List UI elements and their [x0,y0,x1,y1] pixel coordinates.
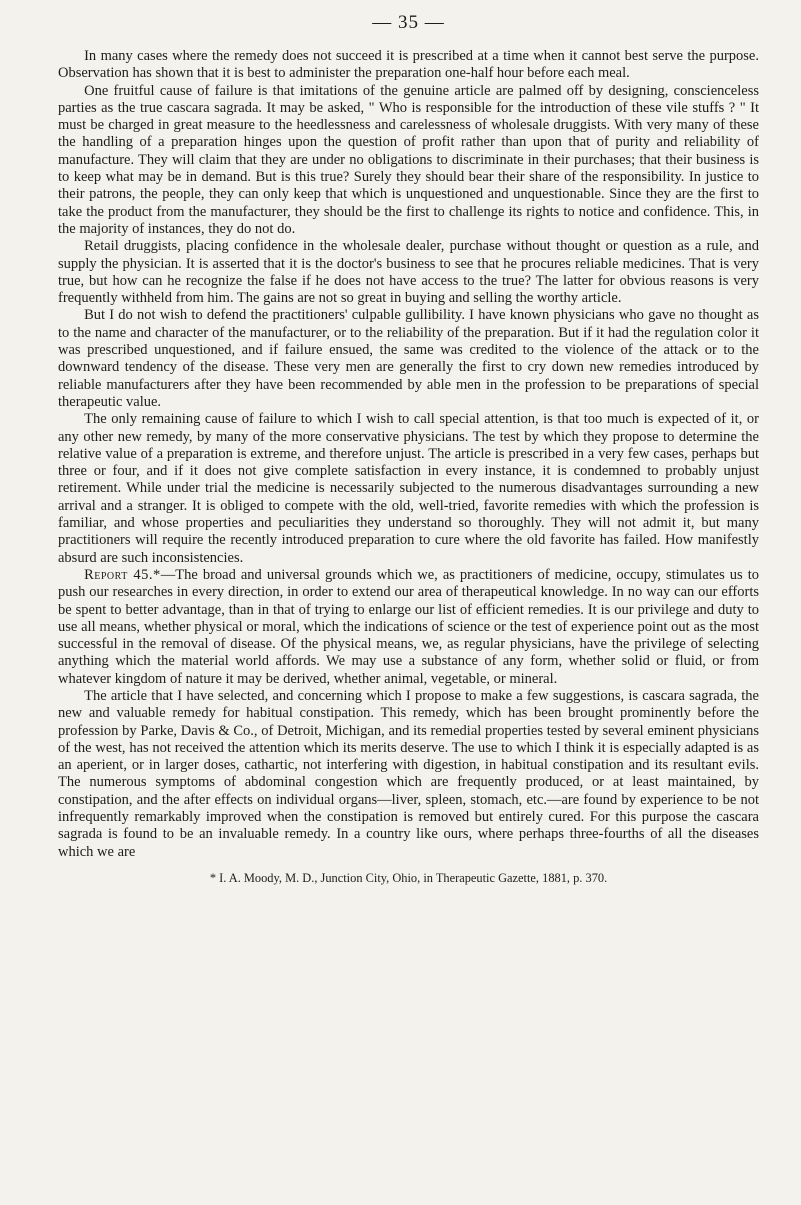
paragraph-imitations: One fruitful cause of failure is that imitations of the genuine article are palmed off by designing, conscienceless parties as the true cascara sagrada. It may be asked, " Who is responsible for the introduction of these vile stuffs ? " It must be charged in great measure to the heedlessness and carelessness of wholesale druggists. With very many of these the handling of a preparation hinges upon the question of profit rather than upon that of purity and reliability of manufacture. They will claim that they are under no obligations to discriminate in their purchases; that their business is to keep what may be in demand. But is this true? Surely they should bear their share of the responsibility. In justice to their patrons, the people, they can only keep that which is unquestioned and unquestionable. Since they are the first to take the product from the manufacturer, they should be the first to challenge its rights to notice and confidence. This, in the majority of instances, they do not do. [58,82,759,237]
paragraph-cascara: The article that I have selected, and concerning which I propose to make a few suggestions, is cascara sagrada, the new and valuable remedy for habitual constipation. This remedy, which has been brought prominently before the profession by Parke, Davis & Co., of Detroit, Michigan, and its remedial properties tested by several eminent physicians of the west, has not received the attention which its merits deserve. The use to which I think it is especially adapted is as an aperient, or in larger doses, cathartic, not interfering with digestion, in habitual constipation and its resultant evils. The numerous symptoms of abdominal congestion which are frequently produced, or at least maintained, by constipation, and the after effects on individual organs—liver, spleen, stomach, etc.—are found by experience to be not infrequently remarkably improved when the constipation is removed but entirely cured. For this purpose the cascara sagrada is found to be an invaluable remedy. In a country like ours, where perhaps three-fourths of all the diseases which we are [58,687,759,860]
paragraph-practitioners: But I do not wish to defend the practitioners' culpable gullibility. I have known physicians who gave no thought as to the name and character of the manufacturer, or to the reliability of the preparation. But if it had the regulation color it was prescribed unquestioned, and if failure ensued, the same was credited to the violence of the attack or to the downward tendency of the disease. These very men are generally the first to cry down new remedies introduced by reliable manufacturers after they have been recommended by able men in the profession to be preparations of special therapeutic value. [58,307,759,410]
report-text: —The broad and universal grounds which we, as practitioners of medicine, occupy, stimulates us to push our researches in every direction, in order to extend our area of therapeutical knowledge. In no way can our efforts be spent to better advantage, than in that of trying to enlarge our list of efficient remedies. It is our privilege and duty to use all means, whether physical or moral, which the indications of science or the test of experience point out as the most successful in the removal of disease. Of the physical means, we, as regular physicians, have the privilege of selecting anything which the material world affords. We may use a substance of any form, whether solid or fluid, or from whatever kingdom of nature it may be derived, whether animal, vegetable, or mineral. [58,566,759,687]
paragraph-retail-druggists: Retail druggists, placing confidence in the wholesale dealer, purchase without thought or question as a rule, and supply the physician. It is asserted that it is the doctor's business to see that he procures reliable medicines. That is very true, but how can he recognize the false if he does not have access to the true? The latter for obvious reasons is very frequently withheld from him. The gains are not so great in buying and selling the worthy article. [58,238,759,307]
report-label: Report 45.* [84,566,161,583]
paragraph-timing: In many cases where the remedy does not succeed it is prescribed at a time when it cannot best serve the purpose. Observation has shown that it is best to administer the preparation one-half hour before each meal. [58,48,759,82]
paragraph-expectations: The only remaining cause of failure to which I wish to call special attention, is that too much is expected of it, or any other new remedy, by many of the more conservative physicians. The test by which they propose to determine the relative value of a preparation is extreme, and therefore unjust. The article is prescribed in a very few cases, perhaps but three or four, and if it does not give complete satisfaction in every instance, it is condemned to probably unjust retirement. While under trial the medicine is necessarily subjected to the numerous disadvantages surrounding a new arrival and a stranger. It is obliged to compete with the old, well-tried, favorite remedies with which the profession is familiar, and whose properties and peculiarities they understand so thoroughly. They will not admit it, but many practitioners will require the recently introduced preparation to cure where the old favorite has failed. How manifestly absurd are such inconsistencies. [58,411,759,566]
page-number: — 35 — [372,12,445,33]
footnote: * I. A. Moody, M. D., Junction City, Ohio, in Therapeutic Gazette, 1881, p. 370. [209,870,608,885]
paragraph-report [58,567,759,688]
article-body [58,48,759,861]
